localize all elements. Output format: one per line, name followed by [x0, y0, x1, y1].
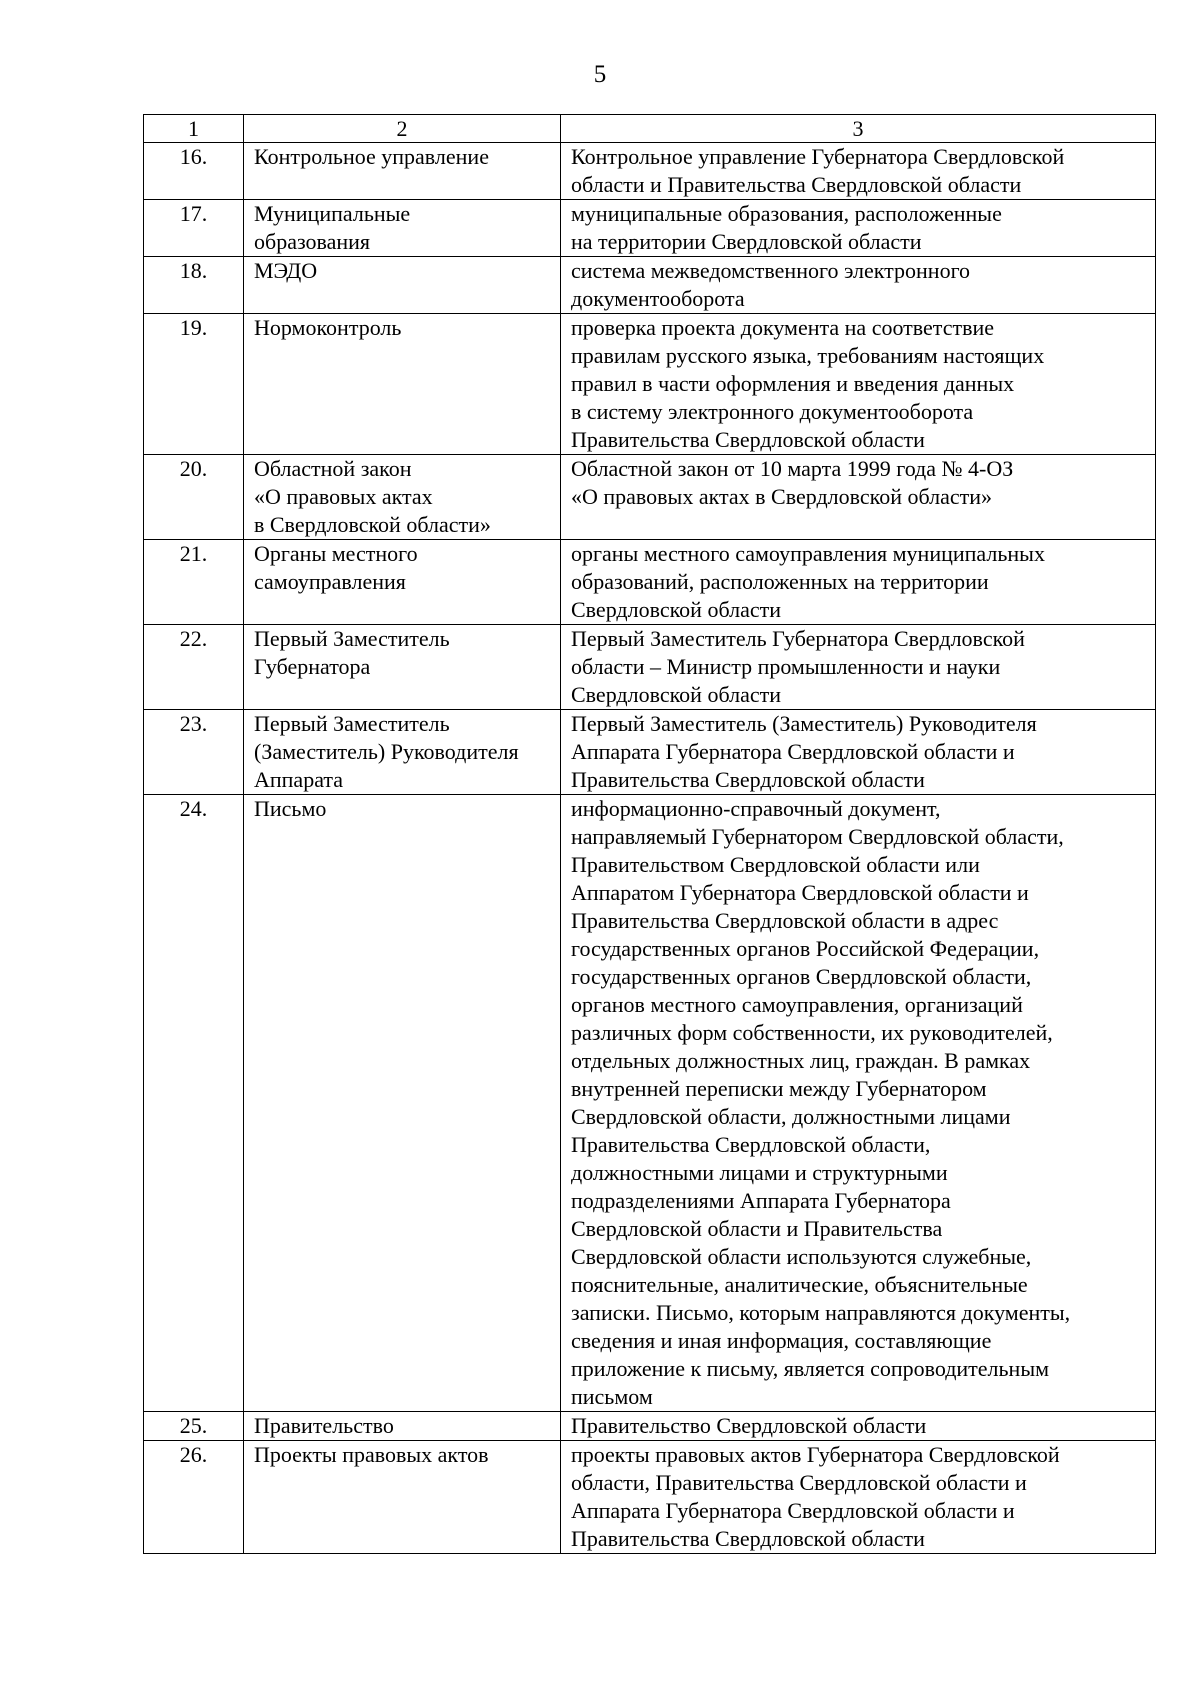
term-text: Письмо: [254, 796, 327, 821]
term-text: Первый Заместитель Губернатора: [254, 626, 450, 679]
column-header-3: 3: [561, 115, 1156, 143]
table-row: [144, 314, 1156, 455]
definition-text: муниципальные образования, расположенные на территории Свердловской области: [571, 201, 1002, 254]
table-header-row: [144, 115, 1156, 143]
definition-text: органы местного самоуправления муниципальных образований, расположенных на территории Свердловской области: [571, 541, 1045, 622]
definition-text: Контрольное управление Губернатора Свердловской области и Правительства Свердловской области: [571, 144, 1065, 197]
row-number: 25.: [144, 1412, 244, 1441]
terms-table: [143, 114, 1156, 1554]
definition-text: Областной закон от 10 марта 1999 года № 4-ОЗ «О правовых актах в Свердловской области»: [571, 456, 1014, 509]
table-row: [144, 1441, 1156, 1554]
row-number: 26.: [144, 1441, 244, 1554]
row-definition: [561, 455, 1156, 540]
row-term: [244, 1441, 561, 1554]
term-text: Проекты правовых актов: [254, 1442, 489, 1467]
row-definition: [561, 540, 1156, 625]
row-term: [244, 200, 561, 257]
row-term: [244, 540, 561, 625]
row-term: [244, 314, 561, 455]
term-text: Нормоконтроль: [254, 315, 402, 340]
definition-text: проверка проекта документа на соответствие правилам русского языка, требованиям настоящих правил в части оформления и введения данных в систему электронного документооборота Правительства Свердловской области: [571, 315, 1045, 452]
row-term: [244, 257, 561, 314]
page-number: 5: [593, 61, 607, 88]
row-term: [244, 625, 561, 710]
row-term: [244, 710, 561, 795]
definition-text: Первый Заместитель Губернатора Свердловской области – Министр промышленности и науки Свердловской области: [571, 626, 1025, 707]
row-definition: [561, 625, 1156, 710]
row-number: 22.: [144, 625, 244, 710]
row-definition: [561, 200, 1156, 257]
term-text: Органы местного самоуправления: [254, 541, 418, 594]
row-term: [244, 455, 561, 540]
row-term: [244, 1412, 561, 1441]
table-row: [144, 795, 1156, 1412]
row-number: 21.: [144, 540, 244, 625]
table-row: [144, 1412, 1156, 1441]
table-row: [144, 710, 1156, 795]
table-row: [144, 143, 1156, 200]
row-number: 19.: [144, 314, 244, 455]
definition-text: Правительство Свердловской области: [571, 1413, 927, 1438]
row-term: [244, 795, 561, 1412]
row-definition: [561, 314, 1156, 455]
row-definition: [561, 257, 1156, 314]
definition-text: проекты правовых актов Губернатора Свердловской области, Правительства Свердловской области и Аппарата Губернатора Свердловской области и Правительства Свердловской области: [571, 1442, 1060, 1551]
table-row: [144, 257, 1156, 314]
row-number: 24.: [144, 795, 244, 1412]
row-definition: [561, 143, 1156, 200]
term-text: Областной закон «О правовых актах в Свердловской области»: [254, 456, 491, 537]
definition-text: информационно-справочный документ, направляемый Губернатором Свердловской области, Правительством Свердловской области или Аппаратом Губернатора Свердловской области и Правительства Свердловской области в адрес государственных органов Российской Федерации, государственных органов Свердловской области, органов местного самоуправления, организаций различных форм собственности, их руководителей, отдельных должностных лиц, граждан. В рамках внутренней переписки между Губернатором Свердловской области, должностными лицами Правительства Свердловской области, должностными лицами и структурными подразделениями Аппарата Губернатора Свердловской области и Правительства Свердловской области используются служебные, пояснительные, аналитические, объяснительные записки. Письмо, которым направляются документы, сведения и иная информация, составляющие приложение к письму, является сопроводительным письмом: [571, 796, 1071, 1409]
row-number: 23.: [144, 710, 244, 795]
definition-text: Первый Заместитель (Заместитель) Руководителя Аппарата Губернатора Свердловской области и Правительства Свердловской области: [571, 711, 1037, 792]
row-number: 17.: [144, 200, 244, 257]
row-definition: [561, 710, 1156, 795]
row-definition: [561, 795, 1156, 1412]
row-definition: [561, 1441, 1156, 1554]
term-text: Муниципальные образования: [254, 201, 411, 254]
term-text: Первый Заместитель (Заместитель) Руководителя Аппарата: [254, 711, 519, 792]
definition-text: система межведомственного электронного документооборота: [571, 258, 971, 311]
table-row: [144, 540, 1156, 625]
row-term: [244, 143, 561, 200]
row-number: 16.: [144, 143, 244, 200]
term-text: МЭДО: [254, 258, 318, 283]
row-number: 18.: [144, 257, 244, 314]
row-definition: [561, 1412, 1156, 1441]
column-header-2: 2: [244, 115, 561, 143]
table-row: [144, 455, 1156, 540]
table-row: [144, 200, 1156, 257]
table-row: [144, 625, 1156, 710]
row-number: 20.: [144, 455, 244, 540]
table-body: [144, 143, 1156, 1554]
column-header-1: 1: [144, 115, 244, 143]
term-text: Контрольное управление: [254, 144, 489, 169]
term-text: Правительство: [254, 1413, 394, 1438]
